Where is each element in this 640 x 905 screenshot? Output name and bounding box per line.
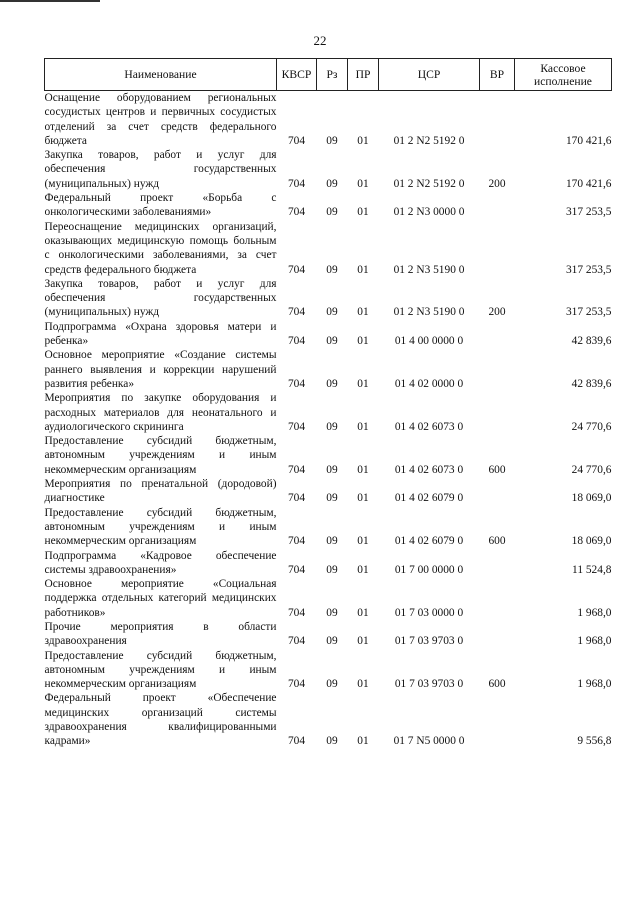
row-amount: 11 524,8 bbox=[572, 563, 612, 576]
row-pr: 01 bbox=[357, 420, 369, 433]
row-csr: 01 2 N3 5190 0 bbox=[393, 263, 465, 276]
row-rz: 09 bbox=[326, 735, 338, 748]
row-csr: 01 2 N3 0000 0 bbox=[393, 206, 465, 219]
row-vr bbox=[480, 391, 515, 434]
table-row bbox=[45, 691, 612, 748]
row-kvsr: 704 bbox=[287, 535, 306, 548]
row-csr: 01 2 N3 5190 0 bbox=[393, 306, 465, 319]
row-kvsr: 704 bbox=[287, 420, 306, 433]
row-rz: 09 bbox=[326, 134, 338, 147]
table-row bbox=[45, 477, 612, 506]
row-amount: 18 069,0 bbox=[571, 492, 612, 505]
row-amount: 317 253,5 bbox=[565, 263, 612, 276]
row-name: Переоснащение медицинских организаций, оказывающих медицинскую помощь больным с онкологическими заболеваниями, за счет средств федерального бюджета bbox=[44, 220, 277, 276]
row-amount: 42 839,6 bbox=[571, 377, 612, 390]
row-name: Мероприятия по пренатальной (дородовой) диагностике bbox=[44, 478, 277, 505]
row-amount: 1 968,0 bbox=[577, 635, 612, 648]
row-vr: 600 bbox=[488, 463, 506, 476]
budget-table bbox=[44, 58, 612, 749]
table-row bbox=[45, 434, 612, 477]
row-vr bbox=[480, 220, 515, 277]
table-row bbox=[45, 577, 612, 620]
row-rz: 09 bbox=[326, 177, 338, 190]
table-row bbox=[45, 320, 612, 349]
row-vr bbox=[480, 620, 515, 649]
row-csr: 01 7 N5 0000 0 bbox=[393, 735, 465, 748]
row-kvsr: 704 bbox=[287, 134, 306, 147]
row-vr bbox=[480, 549, 515, 578]
row-name: Подпрограмма «Охрана здоровья матери и ребенка» bbox=[44, 320, 277, 348]
table-row bbox=[45, 348, 612, 391]
col-header-rz: Рз bbox=[317, 59, 348, 91]
row-pr: 01 bbox=[357, 606, 369, 619]
row-amount: 9 556,8 bbox=[577, 735, 612, 748]
row-csr: 01 4 00 0000 0 bbox=[394, 335, 464, 348]
row-rz: 09 bbox=[326, 335, 338, 348]
row-name: Предоставление субсидий бюджетным, автономным учреждениям и иным некоммерческим организациям bbox=[44, 435, 277, 476]
row-rz: 09 bbox=[326, 535, 338, 548]
row-kvsr: 704 bbox=[287, 678, 306, 691]
row-kvsr: 704 bbox=[287, 492, 306, 505]
row-kvsr: 704 bbox=[287, 735, 306, 748]
row-name: Основное мероприятие «Социальная поддержка отдельных категорий медицинских работников» bbox=[44, 578, 277, 619]
row-amount: 24 770,6 bbox=[571, 420, 612, 433]
table-row bbox=[45, 506, 612, 549]
table-row bbox=[45, 277, 612, 320]
table-row bbox=[45, 620, 612, 649]
row-vr bbox=[480, 577, 515, 620]
row-rz: 09 bbox=[326, 635, 338, 648]
row-pr: 01 bbox=[357, 263, 369, 276]
row-kvsr: 704 bbox=[287, 263, 306, 276]
row-name: Закупка товаров, работ и услуг для обеспечения государственных (муниципальных) нужд bbox=[44, 149, 277, 190]
row-name: Предоставление субсидий бюджетным, автономным учреждениям и иным некоммерческим организациям bbox=[44, 649, 277, 691]
top-rule bbox=[0, 0, 100, 2]
table-row bbox=[45, 148, 612, 191]
col-header-csr: ЦСР bbox=[379, 59, 480, 91]
row-pr: 01 bbox=[357, 535, 369, 548]
row-name: Основное мероприятие «Создание системы раннего выявления и коррекции нарушений развития ребенка» bbox=[44, 349, 277, 390]
row-csr: 01 7 03 0000 0 bbox=[394, 606, 464, 619]
row-vr bbox=[480, 320, 515, 349]
row-kvsr: 704 bbox=[287, 177, 306, 190]
row-name: Оснащение оборудованием региональных сосудистых центров и первичных сосудистых отделений за счет средств федерального бюджета bbox=[44, 92, 277, 147]
row-kvsr: 704 bbox=[287, 335, 306, 348]
row-name: Федеральный проект «Борьба с онкологическими заболеваниями» bbox=[44, 192, 277, 219]
row-amount: 1 968,0 bbox=[577, 678, 612, 691]
row-kvsr: 704 bbox=[287, 635, 306, 648]
row-kvsr: 704 bbox=[287, 377, 306, 390]
row-vr: 600 bbox=[488, 535, 506, 548]
row-rz: 09 bbox=[326, 420, 338, 433]
row-vr bbox=[480, 691, 515, 748]
row-csr: 01 4 02 6073 0 bbox=[394, 420, 464, 433]
row-csr: 01 4 02 6079 0 bbox=[394, 535, 464, 548]
row-amount: 170 421,6 bbox=[565, 134, 612, 147]
table-row bbox=[45, 649, 612, 692]
row-pr: 01 bbox=[357, 134, 369, 147]
row-vr bbox=[480, 91, 515, 149]
row-csr: 01 2 N2 5192 0 bbox=[393, 177, 465, 190]
row-pr: 01 bbox=[357, 563, 369, 576]
row-amount: 170 421,6 bbox=[565, 177, 612, 190]
row-pr: 01 bbox=[357, 492, 369, 505]
row-vr bbox=[480, 348, 515, 391]
row-name: Закупка товаров, работ и услуг для обеспечения государственных (муниципальных) нужд bbox=[44, 277, 277, 319]
row-kvsr: 704 bbox=[287, 206, 306, 219]
row-csr: 01 4 02 0000 0 bbox=[394, 377, 464, 390]
row-rz: 09 bbox=[326, 263, 338, 276]
row-kvsr: 704 bbox=[287, 563, 306, 576]
row-vr bbox=[480, 477, 515, 506]
row-pr: 01 bbox=[357, 735, 369, 748]
row-rz: 09 bbox=[326, 563, 338, 576]
row-amount: 18 069,0 bbox=[571, 535, 612, 548]
col-header-kvsr: КВСР bbox=[277, 59, 317, 91]
row-rz: 09 bbox=[326, 606, 338, 619]
row-rz: 09 bbox=[326, 377, 338, 390]
table-row bbox=[45, 391, 612, 434]
row-vr: 600 bbox=[488, 678, 506, 691]
row-rz: 09 bbox=[326, 678, 338, 691]
row-name: Мероприятия по закупке оборудования и расходных материалов для неонатального и аудиологического скрининга bbox=[44, 392, 277, 433]
table-header-row bbox=[45, 59, 612, 91]
table-row bbox=[45, 220, 612, 277]
row-pr: 01 bbox=[357, 678, 369, 691]
row-name: Федеральный проект «Обеспечение медицинских организаций системы здравоохранения квалифицированными кадрами» bbox=[44, 692, 277, 748]
row-kvsr: 704 bbox=[287, 463, 306, 476]
row-rz: 09 bbox=[326, 306, 338, 319]
row-csr: 01 7 00 0000 0 bbox=[394, 563, 464, 576]
row-kvsr: 704 bbox=[287, 306, 306, 319]
row-kvsr: 704 bbox=[287, 606, 306, 619]
row-amount: 1 968,0 bbox=[577, 606, 612, 619]
row-pr: 01 bbox=[357, 377, 369, 390]
table-row bbox=[45, 91, 612, 149]
row-rz: 09 bbox=[326, 463, 338, 476]
row-name: Подпрограмма «Кадровое обеспечение системы здравоохранения» bbox=[44, 549, 277, 576]
row-pr: 01 bbox=[357, 306, 369, 319]
row-rz: 09 bbox=[326, 492, 338, 505]
col-header-vr: ВР bbox=[480, 59, 515, 91]
table-body bbox=[45, 91, 612, 749]
row-name: Предоставление субсидий бюджетным, автономным учреждениям и иным некоммерческим организациям bbox=[44, 506, 277, 548]
row-vr bbox=[480, 191, 515, 220]
row-vr: 200 bbox=[488, 306, 506, 319]
table-row bbox=[45, 191, 612, 220]
page-number: 22 bbox=[313, 33, 327, 48]
row-csr: 01 2 N2 5192 0 bbox=[393, 134, 465, 147]
row-amount: 317 253,5 bbox=[565, 206, 612, 219]
row-rz: 09 bbox=[326, 206, 338, 219]
row-name: Прочие мероприятия в области здравоохранения bbox=[44, 620, 277, 648]
row-pr: 01 bbox=[357, 635, 369, 648]
row-vr: 200 bbox=[488, 177, 506, 190]
row-csr: 01 4 02 6073 0 bbox=[394, 463, 464, 476]
col-header-name: Наименование bbox=[45, 59, 277, 91]
row-csr: 01 7 03 9703 0 bbox=[394, 635, 464, 648]
col-header-amount: Кассовое исполнение bbox=[515, 59, 612, 91]
row-amount: 317 253,5 bbox=[565, 306, 612, 319]
row-pr: 01 bbox=[357, 463, 369, 476]
row-csr: 01 4 02 6079 0 bbox=[394, 492, 464, 505]
row-pr: 01 bbox=[357, 206, 369, 219]
row-amount: 42 839,6 bbox=[571, 335, 612, 348]
col-header-pr: ПР bbox=[348, 59, 379, 91]
row-pr: 01 bbox=[357, 335, 369, 348]
row-csr: 01 7 03 9703 0 bbox=[394, 678, 464, 691]
row-pr: 01 bbox=[357, 177, 369, 190]
table-row bbox=[45, 549, 612, 578]
row-amount: 24 770,6 bbox=[571, 463, 612, 476]
